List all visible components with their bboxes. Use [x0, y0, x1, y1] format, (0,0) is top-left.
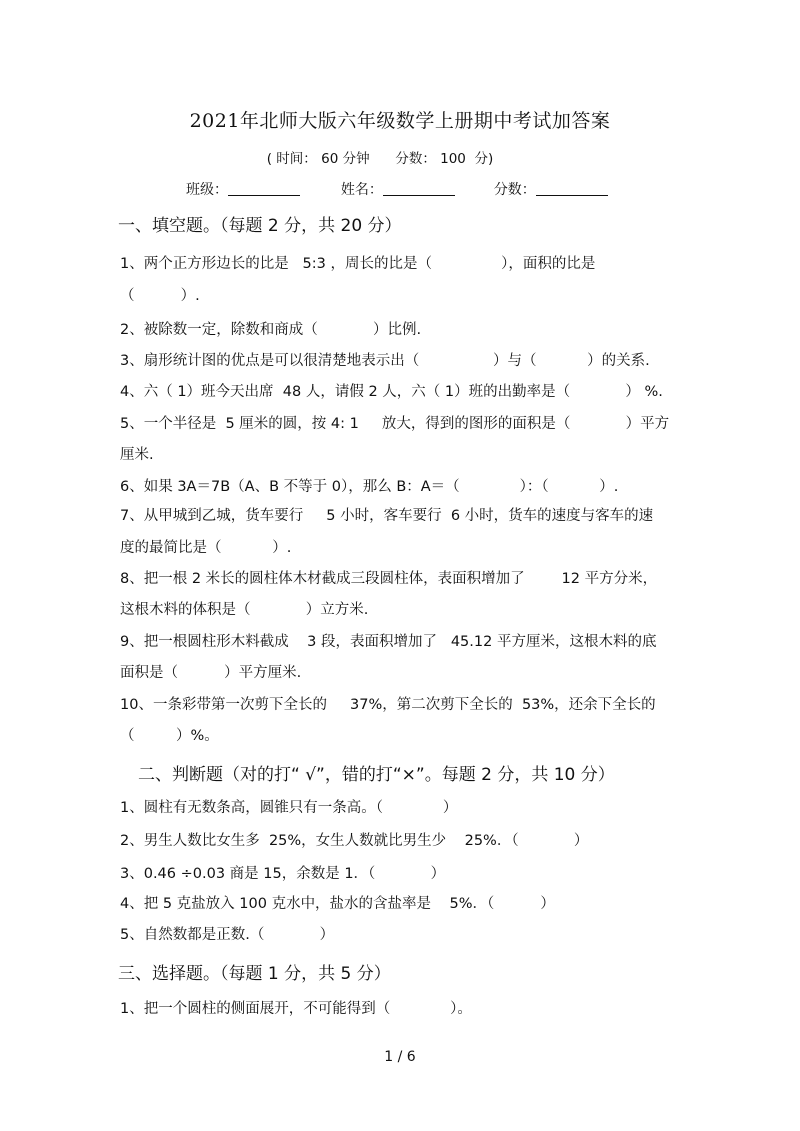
name-blank [383, 181, 455, 196]
exam-time-score: ( 时间： 60 分钟 分数： 100 分) [266, 151, 494, 167]
page-number: 1 / 6 [384, 1049, 416, 1065]
question-line: 厘米. [120, 447, 154, 463]
score-label: 分数： [493, 182, 536, 198]
question-line: 5、自然数都是正数.（ ） [120, 927, 335, 943]
question-line: 6、如果 3A＝7B（A、B 不等于 0），那么 B：A＝（ ）：（ ）. [120, 479, 619, 495]
name-label: 姓名： [340, 182, 383, 198]
question-line: 面积是（ ）平方厘米. [120, 665, 302, 681]
section-heading-true-false: 二、判断题（对的打“ √”，错的打“×”。每题 2 分，共 10 分） [138, 765, 615, 785]
question-line: 4、六（ 1）班今天出席 48 人，请假 2 人，六（ 1）班的出勤率是（ ） %. [120, 384, 663, 400]
question-line: 这根木料的体积是（ ）立方米. [120, 602, 369, 618]
question-line: 3、扇形统计图的优点是可以很清楚地表示出（ ）与（ ）的关系. [120, 353, 650, 369]
question-line: （ ）. [120, 288, 200, 304]
question-line: 9、把一根圆柱形木料截成 3 段，表面积增加了 45.12 平方厘米，这根木料的底 [120, 634, 657, 650]
question-line: 1、两个正方形边长的比是 5:3 ，周长的比是（ ），面积的比是 [120, 256, 596, 272]
section-heading-multiple-choice: 三、选择题。（每题 1 分，共 5 分） [118, 964, 391, 984]
question-line: 度的最简比是（ ）. [120, 540, 292, 556]
question-line: （ ）%。 [120, 728, 219, 744]
class-label: 班级： [186, 182, 228, 198]
question-line: 7、从甲城到乙城，货车要行 5 小时，客车要行 6 小时，货车的速度与客车的速 [120, 508, 654, 524]
question-line: 2、被除数一定，除数和商成（ ）比例. [120, 322, 422, 338]
score-blank [536, 181, 608, 196]
exam-title: 2021年北师大版六年级数学上册期中考试加答案 [189, 110, 611, 132]
question-line: 2、男生人数比女生多 25%，女生人数就比男生少 25%．（ ） [120, 833, 589, 849]
question-line: 8、把一根 2 米长的圆柱体木材截成三段圆柱体，表面积增加了 12 平方分米， [120, 571, 658, 587]
question-line: 1、把一个圆柱的侧面展开，不可能得到（ ）。 [120, 1001, 472, 1017]
section-heading-fill-blank: 一、填空题。（每题 2 分，共 20 分） [118, 216, 402, 236]
question-line: 10、一条彩带第一次剪下全长的 37%，第二次剪下全长的 53%，还余下全长的 [120, 697, 656, 713]
question-line: 3、0.46 ÷0.03 商是 15，余数是 1．（ ） [120, 866, 446, 882]
student-info-row [186, 179, 608, 199]
class-blank [228, 181, 300, 196]
question-line: 4、把 5 克盐放入 100 克水中，盐水的含盐率是 5%．（ ） [120, 896, 555, 912]
question-line: 5、一个半径是 5 厘米的圆，按 4: 1 放大，得到的图形的面积是（ ）平方 [120, 416, 670, 432]
question-line: 1、圆柱有无数条高，圆锥只有一条高。（ ） [120, 800, 458, 816]
